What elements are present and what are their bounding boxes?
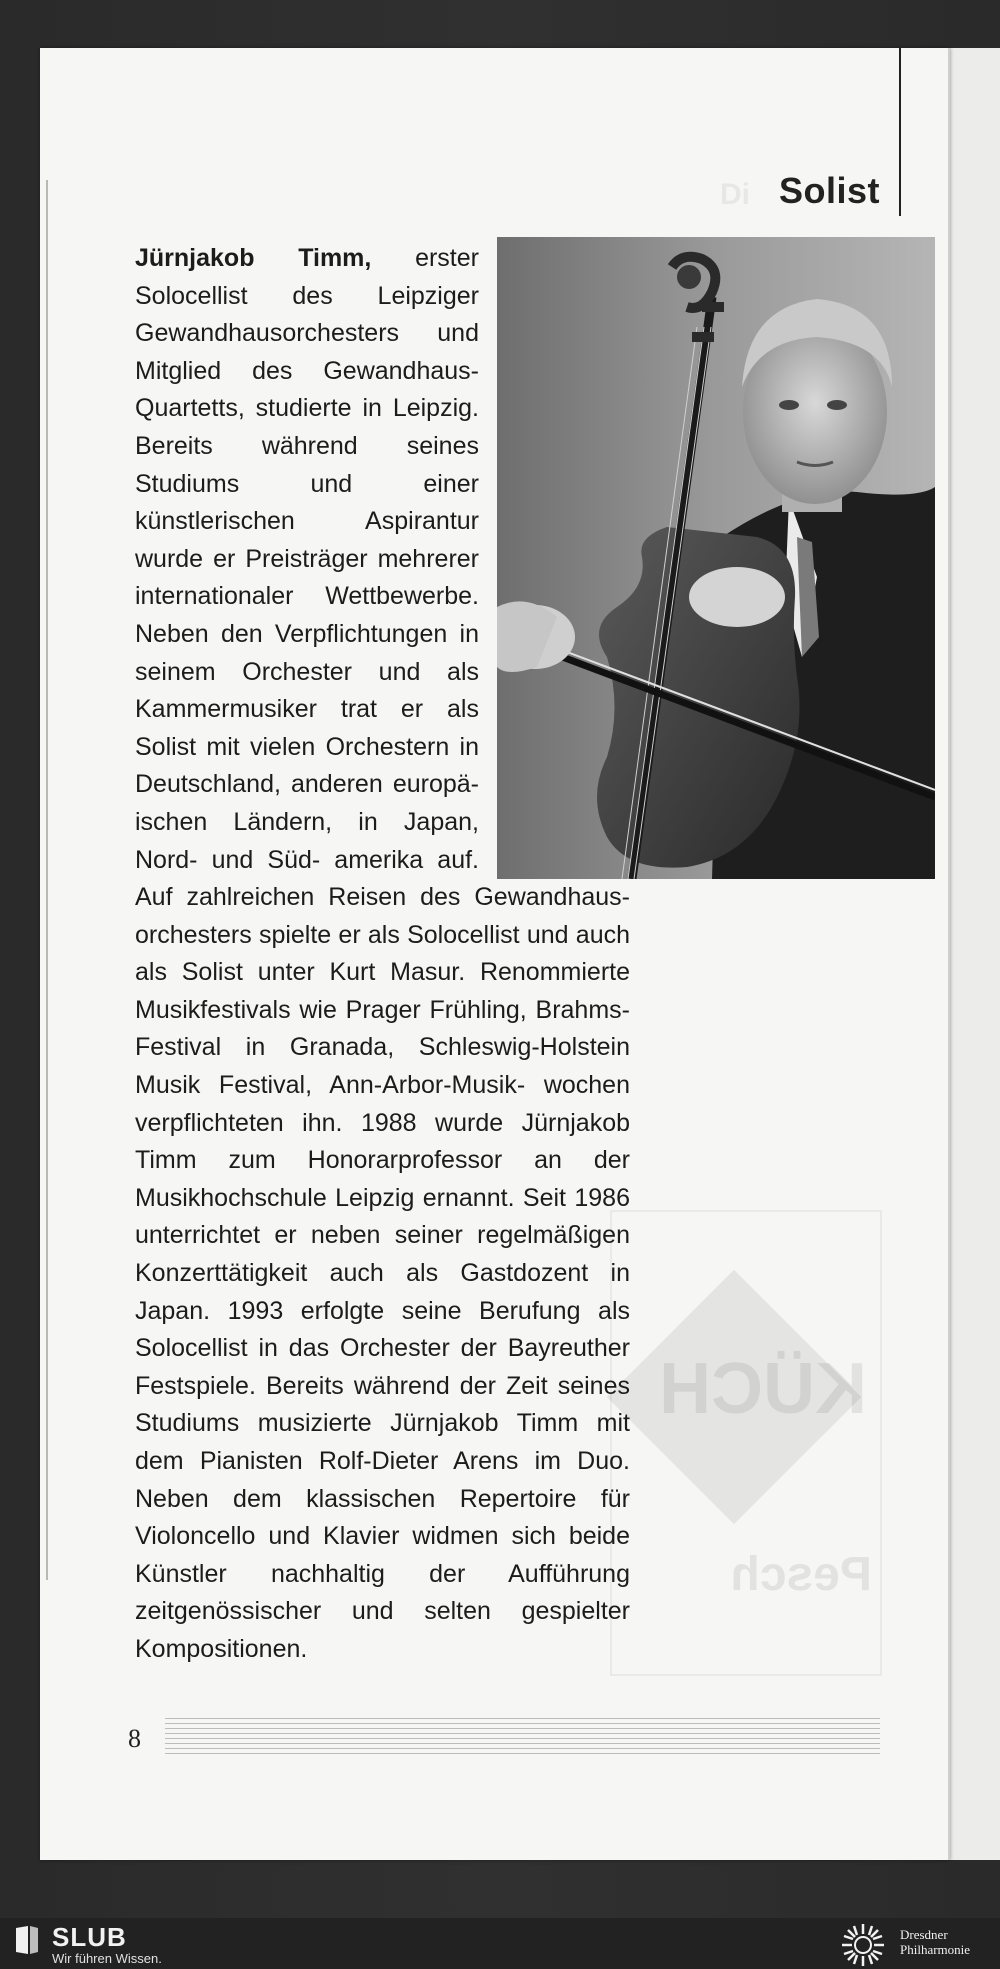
footer-rule-6 xyxy=(165,1743,880,1744)
slub-book-icon[interactable] xyxy=(14,1924,40,1956)
philharmonie-logo-text[interactable] xyxy=(900,1927,1000,1957)
footer-rule-2 xyxy=(165,1723,880,1724)
footer-rule-7 xyxy=(165,1748,880,1749)
cellist-portrait-photo xyxy=(497,237,935,879)
biography-text: erster Solocellist des Leipziger Gewandhausorchesters und Mitglied des Gewandhaus-Quartetts, studierte in Leipzig. Bereits während seines Studiums und einer künstlerischen Aspirantur wurde er Preisträger mehrerer internationaler Wettbewerbe. Neben den Verpflichtungen in seinem Orchester und als Kammermusiker trat er als Solist mit vielen Orchestern in Deutschland, anderen europäischen Ländern, in Japan, Nord- und Süd- amerika auf. Auf zahlreichen Reisen des Gewandhausorchesters spielte er als Solocellist und auch als Solist unter Kurt Masur. Renommierte Musikfestivals wie Prager Frühling, Brahms-Festival in Granada, Schleswig-Holstein Musik Festival, Ann-Arbor-Musik- wochen verpflichteten ihn. 1988 wurde Jürnjakob Timm zum Honorarprofessor an der Musikhochschule Leipzig ernannt. Seit 1986 unterrichtet er neben seiner regelmäßigen Konzerttätigkeit auch als Gastdozent in Japan. 1993 erfolgte seine Berufung als Solocellist in das Orchester der Bayreuther Festspiele. Bereits während der Zeit seines Studiums musizierte Jürnjakob Timm mit dem Pianisten Rolf-Dieter Arens im Duo. Neben dem klassischen Repertoire für Violoncello und Klavier widmen sich beide Künstler nachhaltig der Aufführung zeitgenössischer und selten gespielter Kompositionen. xyxy=(135,244,630,1663)
facing-page-edge xyxy=(950,48,1000,1860)
slub-tagline: Wir führen Wissen. xyxy=(52,1951,162,1966)
footer-rule-1 xyxy=(165,1718,880,1719)
page-gutter-line xyxy=(948,48,950,1860)
section-title: Solist xyxy=(778,170,880,211)
footer-rule-8 xyxy=(165,1753,880,1754)
left-margin-shadow xyxy=(46,180,48,1580)
portrait-illustration xyxy=(497,237,935,879)
footer-rule-3 xyxy=(165,1728,880,1729)
slub-logo-text[interactable]: SLUB xyxy=(52,1922,127,1952)
footer-rule-5 xyxy=(165,1738,880,1739)
philharmonie-sunburst-icon[interactable] xyxy=(840,1922,886,1968)
footer-rule-4 xyxy=(165,1733,880,1734)
philharmonie-line-2: Philharmonie xyxy=(900,1942,971,1957)
bleed-through-title: Di xyxy=(720,178,750,211)
reverse-side-show-through xyxy=(610,1210,882,1676)
article-body xyxy=(135,240,630,1669)
ghost-brand-text: Pesch xyxy=(730,1548,872,1601)
philharmonie-line-1: Dresdner xyxy=(900,1927,948,1942)
page-number: 8 xyxy=(128,1724,141,1753)
ghost-logo-text: KÜCH xyxy=(659,1349,867,1429)
header-vertical-rule xyxy=(899,48,901,216)
soloist-name: Jürnjakob Timm, xyxy=(135,244,372,272)
